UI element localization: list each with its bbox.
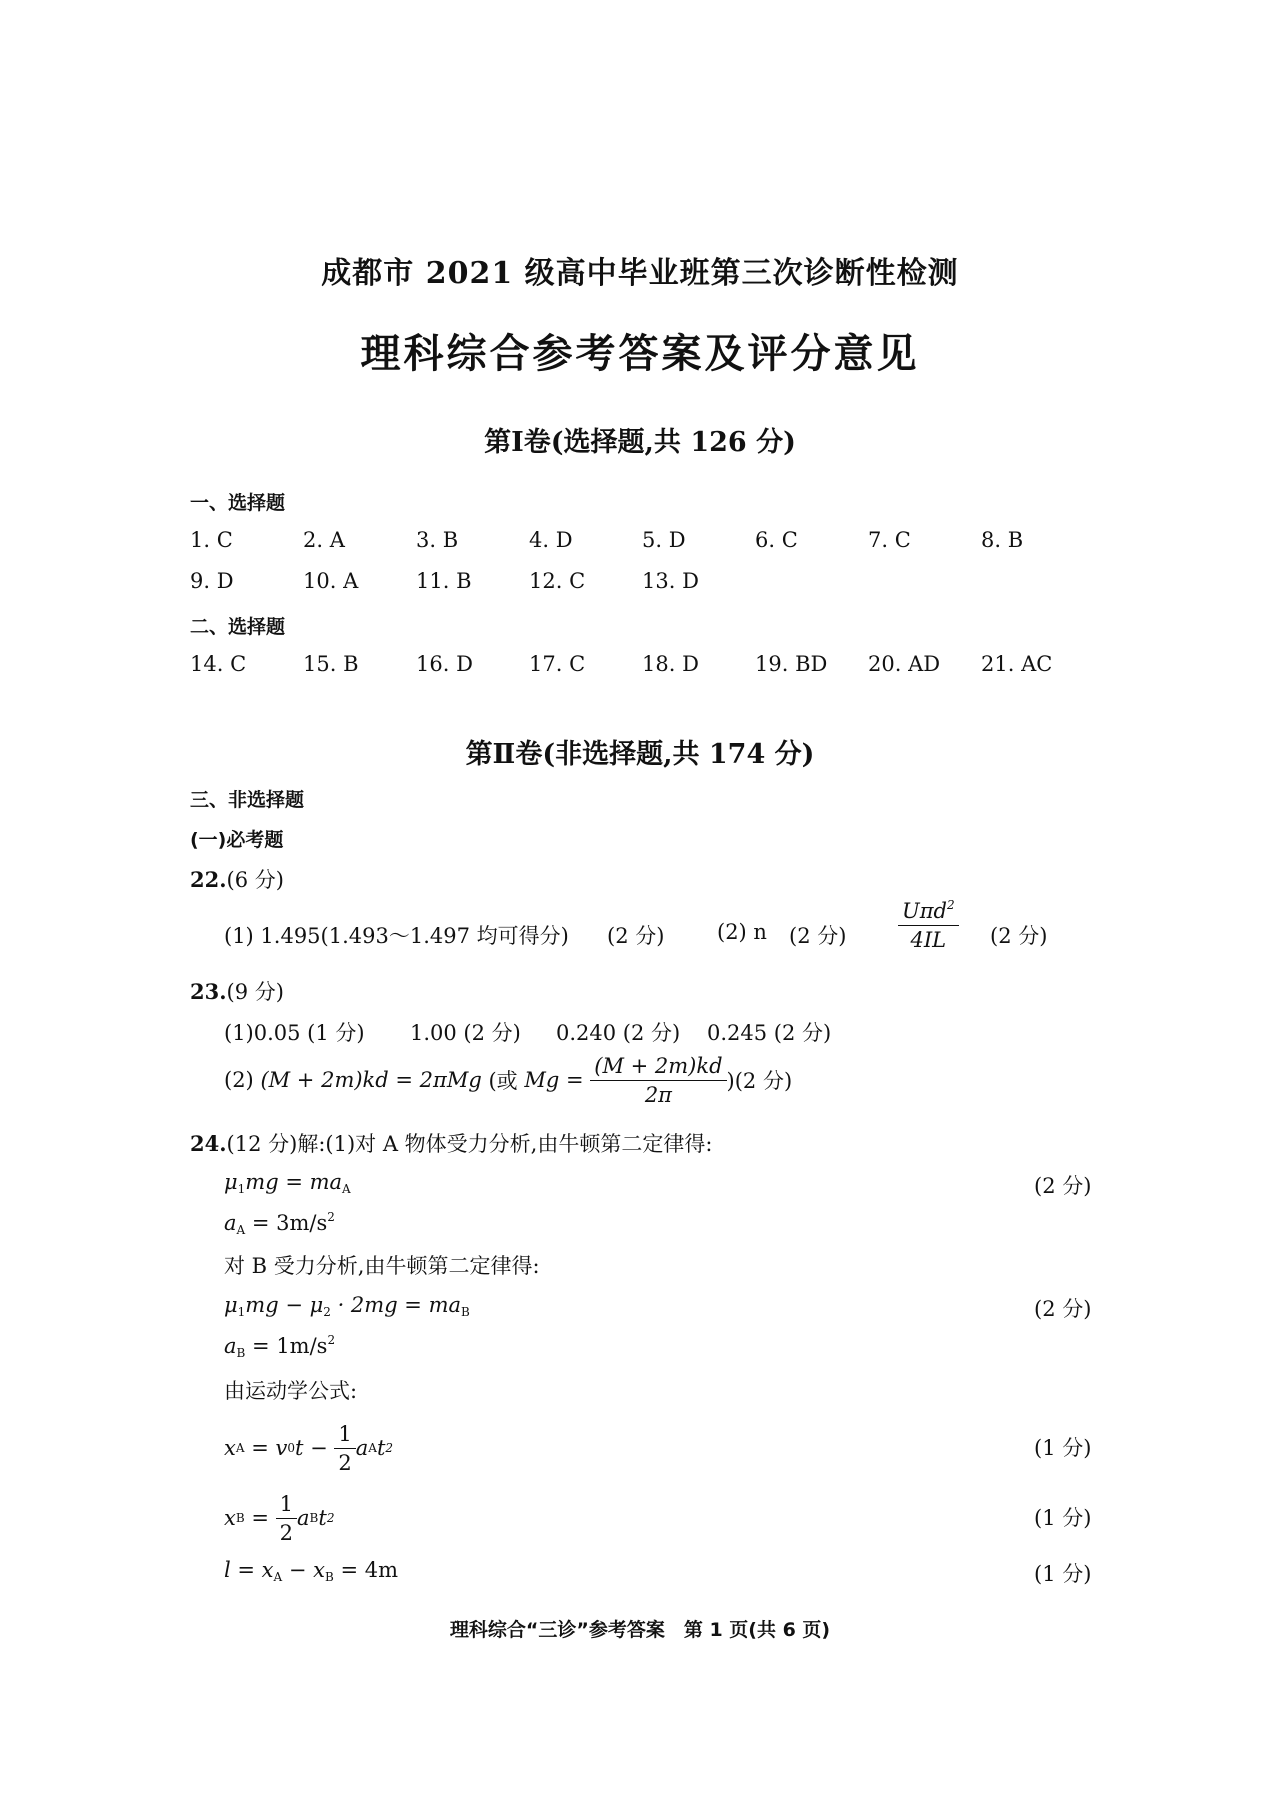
question-number: 23. (190, 979, 227, 1004)
fraction-denominator: 4IL (910, 928, 947, 952)
q22-part3-score: (2 分) (990, 924, 1048, 948)
q24-text-b: 对 B 受力分析,由牛顿第二定律得: (224, 1254, 540, 1278)
section3-heading: 三、非选择题 (190, 789, 305, 811)
q24-eq1-score: (2 分) (1034, 1174, 1092, 1198)
q24-eq6-score: (1 分) (1034, 1506, 1092, 1530)
q24-eq7: $l = x_A - x_B = 4m$ (224, 1558, 399, 1584)
q23-line1-c: 0.240 (2 分) (556, 1021, 681, 1045)
q24-eq1: $\mu_1mg = ma_A$ (224, 1170, 351, 1196)
part2-heading: 第Ⅱ卷(非选择题,共 174 分) (465, 739, 815, 770)
answer-item: 5. D (642, 528, 686, 552)
q22-fraction (898, 898, 959, 952)
q24-text-kinematics: 由运动学公式: (224, 1379, 358, 1403)
answer-key-title: 理科综合参考答案及评分意见 (360, 330, 920, 377)
equation: Mg = (524, 1068, 584, 1092)
score-text: )(2 分) (726, 1069, 793, 1093)
answer-item: 13. D (642, 569, 699, 593)
answer-item: 12. C (529, 569, 586, 593)
answer-item: 1. C (190, 528, 233, 552)
q24-eq7-score: (1 分) (1034, 1562, 1092, 1586)
answer-item: 11. B (416, 569, 472, 593)
answer-item: 8. B (981, 528, 1024, 552)
answer-item: 17. C (529, 652, 586, 676)
part-label: (2) (224, 1068, 254, 1092)
q23-fraction (590, 1054, 726, 1107)
q23-header (190, 976, 284, 1006)
fraction-denominator: 2π (644, 1082, 672, 1107)
question-points: (9 分) (226, 980, 284, 1004)
answer-item: 7. C (868, 528, 911, 552)
answer-item: 16. D (416, 652, 473, 676)
q24-eq3-score: (2 分) (1034, 1297, 1092, 1321)
question-points: (6 分) (226, 868, 284, 892)
answer-item: 10. A (303, 569, 359, 593)
exam-title: 成都市 2021 级高中毕业班第三次诊断性检测 (321, 256, 959, 291)
q24-eq4: $a_B = 1m/s^2$ (224, 1333, 336, 1360)
q22-part2-score: (2 分) (789, 924, 847, 948)
exponent: 2 (946, 898, 955, 912)
q24-eq5: x A = v 0 t − $\frac{1}{2}$ a A t 2 (224, 1421, 394, 1475)
q24-eq2: $a_A = 3m/s^2$ (224, 1210, 335, 1237)
page-footer: 理科综合“三诊”参考答案 第 1 页(共 6 页) (449, 1619, 831, 1641)
fraction-numerator: (M + 2m)kd (590, 1054, 726, 1081)
q24-header (190, 1128, 712, 1158)
equation-value: = 3m/s (251, 1211, 328, 1235)
equation: (M + 2m)kd = 2πMg (260, 1068, 482, 1092)
answer-item: 14. C (190, 652, 247, 676)
answer-item: 3. B (416, 528, 459, 552)
fraction-numerator: Uπd (902, 899, 947, 923)
q22-part1: (1) 1.495(1.493～1.497 均可得分) (224, 924, 569, 948)
question-number: 22. (190, 867, 227, 892)
q23-line1-b: 1.00 (2 分) (410, 1021, 521, 1045)
equation-value: = 4m (340, 1558, 399, 1582)
equation-value: = 1m/s (252, 1334, 328, 1358)
answer-item: 6. C (755, 528, 798, 552)
answer-item: 15. B (303, 652, 359, 676)
q22-part2: (2) n (717, 920, 767, 944)
q23-line2 (224, 1050, 792, 1110)
answer-item: 4. D (529, 528, 573, 552)
q24-eq5-score: (1 分) (1034, 1436, 1092, 1460)
answer-item: 20. AD (868, 652, 941, 676)
answer-item: 18. D (642, 652, 699, 676)
q23-line1-a: (1)0.05 (1 分) (224, 1021, 365, 1045)
section1-heading: 一、选择题 (190, 492, 286, 514)
q22-part1-score: (2 分) (607, 924, 665, 948)
q24-eq3: $\mu_1mg - \mu_2 \cdot 2mg = ma_B$ (224, 1293, 470, 1319)
answer-item: 9. D (190, 569, 234, 593)
or-text: (或 (488, 1069, 518, 1093)
q23-line1-d: 0.245 (2 分) (707, 1021, 832, 1045)
question-intro: (12 分)解:(1)对 A 物体受力分析,由牛顿第二定律得: (226, 1132, 713, 1156)
answer-item: 19. BD (755, 652, 828, 676)
answer-item: 2. A (303, 528, 345, 552)
answer-item: 21. AC (981, 652, 1053, 676)
subsection-heading: (一)必考题 (190, 829, 284, 851)
q24-eq6: x B = $\frac{1}{2}$ a B t 2 (224, 1491, 335, 1545)
section2-heading: 二、选择题 (190, 616, 286, 638)
question-number: 24. (190, 1131, 227, 1156)
part1-heading: 第Ⅰ卷(选择题,共 126 分) (484, 427, 796, 458)
q22-header (190, 864, 284, 894)
